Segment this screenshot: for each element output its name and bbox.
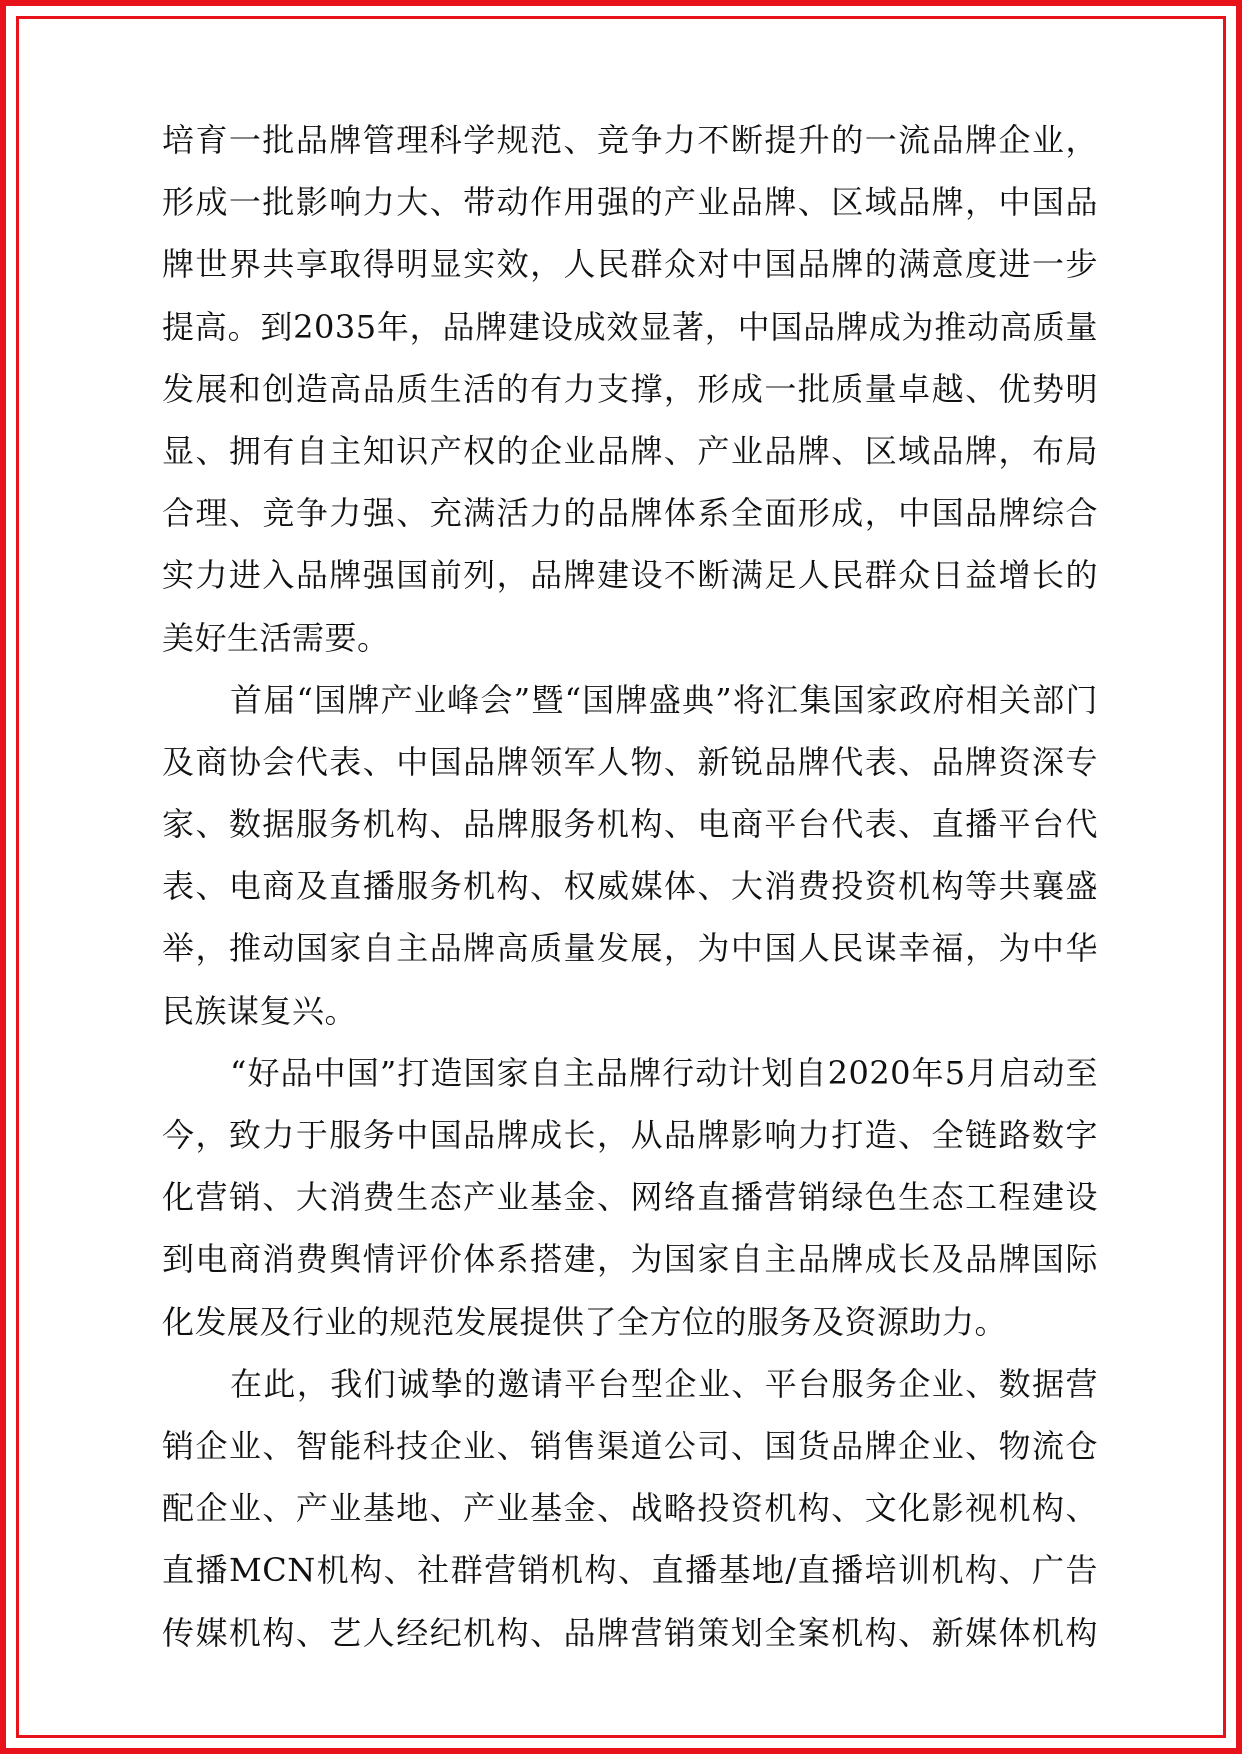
text-line: 及商协会代表、中国品牌领军人物、新锐品牌代表、品牌资深专 (162, 742, 1098, 781)
text-line: 提高。到2035年，品牌建设成效显著，中国品牌成为推动高质量 (162, 307, 1098, 346)
text-line: 传媒机构、艺人经纪机构、品牌营销策划全案机构、新媒体机构 (162, 1613, 1098, 1652)
paragraph-1 (162, 109, 1098, 669)
paragraph-2 (162, 669, 1098, 1042)
text-line: 在此，我们诚挚的邀请平台型企业、平台服务企业、数据营 (230, 1364, 1098, 1403)
paragraph-4 (162, 1353, 1098, 1664)
text-line: 销企业、智能科技企业、销售渠道公司、国货品牌企业、物流仓 (162, 1426, 1098, 1465)
text-line: 家、数据服务机构、品牌服务机构、电商平台代表、直播平台代 (162, 805, 1098, 844)
text-line: 表、电商及直播服务机构、权威媒体、大消费投资机构等共襄盛 (162, 867, 1098, 906)
text-line: 培育一批品牌管理科学规范、竞争力不断提升的一流品牌企业， (162, 121, 1098, 159)
text-line: 到电商消费舆情评价体系搭建，为国家自主品牌成长及品牌国际 (162, 1240, 1098, 1279)
paragraph-3 (162, 1042, 1098, 1353)
text-line: 举，推动国家自主品牌高质量发展，为中国人民谋幸福，为中华 (162, 929, 1098, 968)
text-line: 显、拥有自主知识产权的企业品牌、产业品牌、区域品牌，布局 (162, 431, 1098, 470)
text-line: 配企业、产业基地、产业基金、战略投资机构、文化影视机构、 (162, 1489, 1098, 1528)
text-line: 化营销、大消费生态产业基金、网络直播营销绿色生态工程建设 (162, 1178, 1098, 1217)
text-line: 首届“国牌产业峰会”暨“国牌盛典”将汇集国家政府相关部门 (230, 680, 1098, 719)
text-line: 民族谋复兴。 (162, 991, 358, 1030)
text-line: 合理、竞争力强、充满活力的品牌体系全面形成，中国品牌综合 (162, 494, 1098, 533)
text-line: 美好生活需要。 (162, 618, 390, 657)
text-line: 直播MCN机构、社群营销机构、直播基地/直播培训机构、广告 (162, 1551, 1098, 1590)
text-line: 牌世界共享取得明显实效，人民群众对中国品牌的满意度进一步 (162, 245, 1098, 284)
text-line: 化发展及行业的规范发展提供了全方位的服务及资源助力。 (162, 1302, 1008, 1341)
text-line: 发展和创造高品质生活的有力支撑，形成一批质量卓越、优势明 (162, 369, 1098, 408)
document-body (162, 109, 1098, 1664)
text-line: 实力进入品牌强国前列，品牌建设不断满足人民群众日益增长的 (162, 556, 1098, 595)
text-line: 今，致力于服务中国品牌成长，从品牌影响力打造、全链路数字 (162, 1116, 1098, 1154)
text-line: 形成一批影响力大、带动作用强的产业品牌、区域品牌，中国品 (162, 183, 1098, 222)
text-line: “好品中国”打造国家自主品牌行动计划自2020年5月启动至 (230, 1053, 1098, 1092)
